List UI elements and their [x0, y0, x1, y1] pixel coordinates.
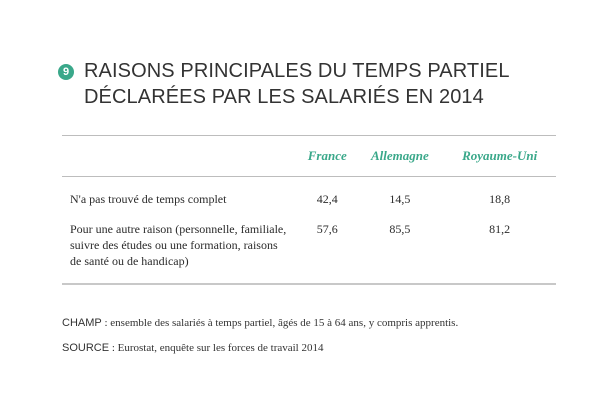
figure-title-line-2: DÉCLARÉES PAR LES SALARIÉS EN 2014 — [84, 86, 484, 108]
source-key: SOURCE — [62, 342, 110, 354]
data-table-wrapper — [62, 135, 556, 285]
figure-number-badge: 9 — [58, 64, 74, 80]
table-row — [62, 177, 556, 222]
row-label: Pour une autre raison (personnelle, familiale, suivre des études ou une formation, raisons de santé ou de handicap) — [70, 222, 287, 268]
table-header-row — [62, 136, 556, 177]
cell-value: 85,5 — [389, 222, 411, 236]
cell-value: 18,8 — [489, 192, 511, 206]
source-text: : Eurostat, enquête sur les forces de travail 2014 — [109, 342, 324, 354]
figure-title-line-1: RAISONS PRINCIPALES DU TEMPS PARTIEL — [84, 60, 510, 82]
table-bottom-rule — [62, 283, 556, 285]
champ-text: : ensemble des salariés à temps partiel, âgés de 15 à 64 ans, y compris apprentis. — [101, 317, 459, 329]
header-allemagne: Allemagne — [371, 148, 429, 163]
header-empty-cell — [62, 136, 298, 177]
table-row — [62, 221, 556, 283]
cell-value: 57,6 — [316, 222, 338, 236]
cell-value: 14,5 — [389, 192, 411, 206]
champ-note — [62, 316, 602, 330]
header-france: France — [307, 148, 347, 163]
header-royaume-uni: Royaume-Uni — [462, 148, 538, 163]
source-note — [62, 341, 602, 355]
row-label: N'a pas trouvé de temps complet — [70, 192, 227, 206]
data-table — [62, 136, 556, 283]
champ-key: CHAMP — [62, 317, 102, 329]
cell-value: 42,4 — [316, 192, 338, 206]
figure-title — [84, 58, 578, 110]
cell-value: 81,2 — [489, 222, 511, 236]
figure-title-block — [58, 58, 578, 110]
footnotes — [62, 316, 602, 366]
